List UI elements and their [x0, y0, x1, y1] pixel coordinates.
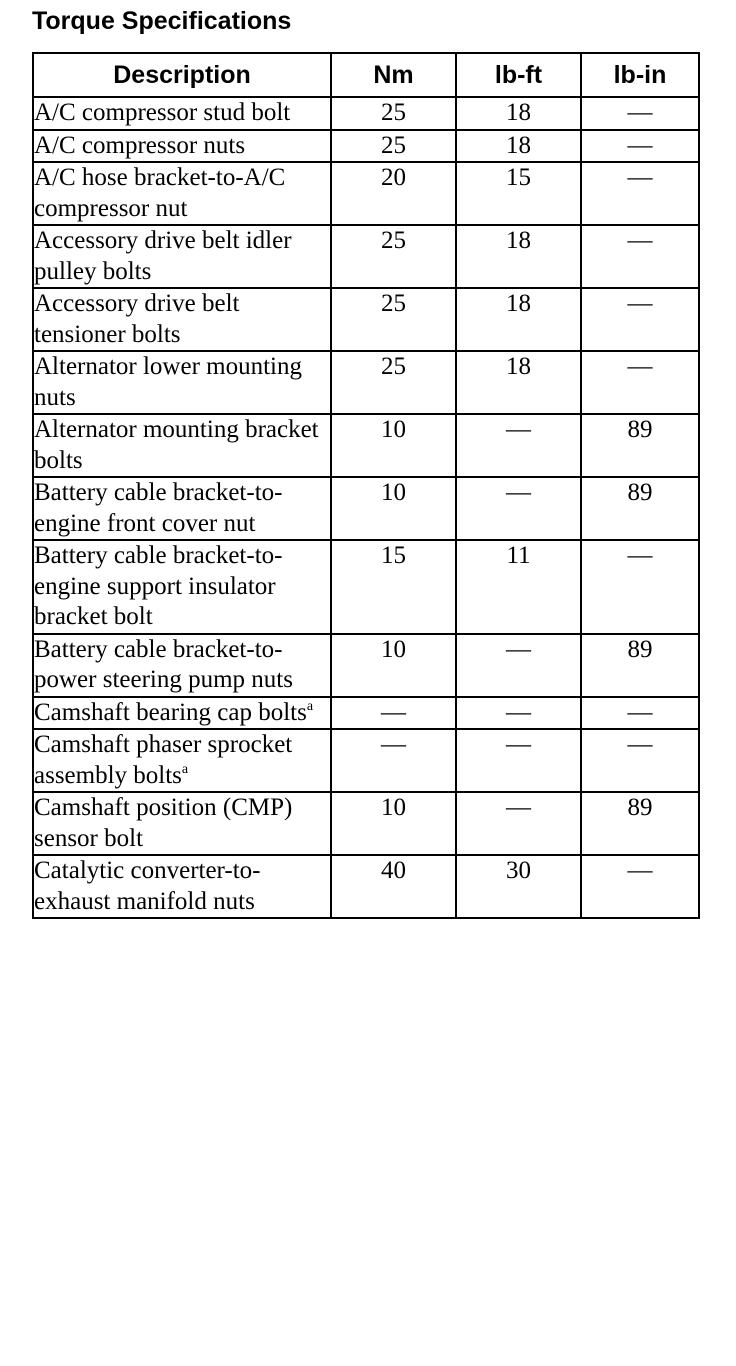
table-row	[33, 477, 699, 540]
lbft-value: —	[456, 414, 581, 477]
description-cell	[33, 162, 331, 225]
nm-value: 15	[331, 540, 456, 634]
lbin-value: 89	[581, 414, 699, 477]
table-row	[33, 130, 699, 163]
table-row	[33, 634, 699, 697]
lbft-value: 18	[456, 351, 581, 414]
description-cell	[33, 477, 331, 540]
table-row	[33, 855, 699, 918]
lbft-value: 30	[456, 855, 581, 918]
nm-value: 25	[331, 225, 456, 288]
header-nm: Nm	[331, 53, 456, 97]
nm-value: 25	[331, 130, 456, 163]
lbft-value: 11	[456, 540, 581, 634]
description-text: Battery cable bracket-to-power steering pump nuts	[34, 635, 293, 693]
description-text: Alternator lower mounting nuts	[34, 353, 302, 411]
nm-value: 25	[331, 288, 456, 351]
table-row	[33, 288, 699, 351]
lbin-value: —	[581, 288, 699, 351]
nm-value: 10	[331, 414, 456, 477]
table-row	[33, 414, 699, 477]
nm-value: 10	[331, 634, 456, 697]
page-title: Torque Specifications	[32, 7, 292, 35]
lbin-value: 89	[581, 477, 699, 540]
lbin-value: —	[581, 97, 699, 130]
description-cell	[33, 697, 331, 730]
lbft-value: —	[456, 729, 581, 792]
footnote-marker: a	[181, 761, 189, 777]
lbft-value: 15	[456, 162, 581, 225]
nm-value: 20	[331, 162, 456, 225]
description-cell	[33, 634, 331, 697]
header-description: Description	[33, 53, 331, 97]
lbft-value: 18	[456, 288, 581, 351]
description-cell	[33, 97, 331, 130]
description-text: Camshaft bearing cap bolts	[34, 698, 307, 726]
description-text: Camshaft position (CMP) sensor bolt	[34, 794, 293, 852]
table-row	[33, 540, 699, 634]
description-text: Camshaft phaser sprocket assembly bolts	[34, 731, 293, 789]
lbft-value: —	[456, 697, 581, 730]
description-text: A/C compressor nuts	[34, 131, 246, 159]
table-row	[33, 697, 699, 730]
lbin-value: —	[581, 697, 699, 730]
table-row	[33, 729, 699, 792]
lbft-value: 18	[456, 97, 581, 130]
table-row	[33, 792, 699, 855]
description-cell	[33, 225, 331, 288]
description-text: Battery cable bracket-to-engine support insulator bracket bolt	[34, 542, 283, 630]
table-row	[33, 97, 699, 130]
lbin-value: —	[581, 729, 699, 792]
description-text: Catalytic converter-to-exhaust manifold nuts	[34, 857, 261, 915]
lbin-value: —	[581, 351, 699, 414]
description-cell	[33, 414, 331, 477]
lbin-value: 89	[581, 634, 699, 697]
table-body	[33, 97, 699, 918]
lbin-value: —	[581, 225, 699, 288]
description-text: A/C compressor stud bolt	[34, 99, 291, 126]
footnote-marker: a	[306, 698, 314, 714]
nm-value: —	[331, 697, 456, 730]
lbft-value: 18	[456, 225, 581, 288]
lbin-value: —	[581, 540, 699, 634]
description-cell	[33, 792, 331, 855]
description-cell	[33, 540, 331, 634]
table-row	[33, 351, 699, 414]
description-cell	[33, 288, 331, 351]
lbft-value: —	[456, 792, 581, 855]
description-cell	[33, 729, 331, 792]
description-text: Accessory drive belt tensioner bolts	[34, 290, 240, 348]
description-text: Alternator mounting bracket bolts	[34, 416, 319, 474]
lbft-value: —	[456, 634, 581, 697]
description-cell	[33, 351, 331, 414]
table-row	[33, 225, 699, 288]
nm-value: 40	[331, 855, 456, 918]
nm-value: 25	[331, 351, 456, 414]
lbin-value: —	[581, 130, 699, 163]
lbin-value: 89	[581, 792, 699, 855]
lbft-value: 18	[456, 130, 581, 163]
description-text: A/C hose bracket-to-A/C compressor nut	[34, 164, 286, 222]
table-header-row	[33, 53, 699, 97]
lbft-value: —	[456, 477, 581, 540]
torque-spec-table	[32, 52, 700, 919]
lbin-value: —	[581, 855, 699, 918]
description-cell	[33, 855, 331, 918]
nm-value: 25	[331, 97, 456, 130]
header-lbft: lb-ft	[456, 53, 581, 97]
nm-value: 10	[331, 477, 456, 540]
header-lbin: lb-in	[581, 53, 699, 97]
nm-value: —	[331, 729, 456, 792]
description-text: Accessory drive belt idler pulley bolts	[34, 227, 292, 285]
description-cell	[33, 130, 331, 163]
table-row	[33, 162, 699, 225]
nm-value: 10	[331, 792, 456, 855]
description-text: Battery cable bracket-to-engine front cover nut	[34, 479, 283, 537]
lbin-value: —	[581, 162, 699, 225]
